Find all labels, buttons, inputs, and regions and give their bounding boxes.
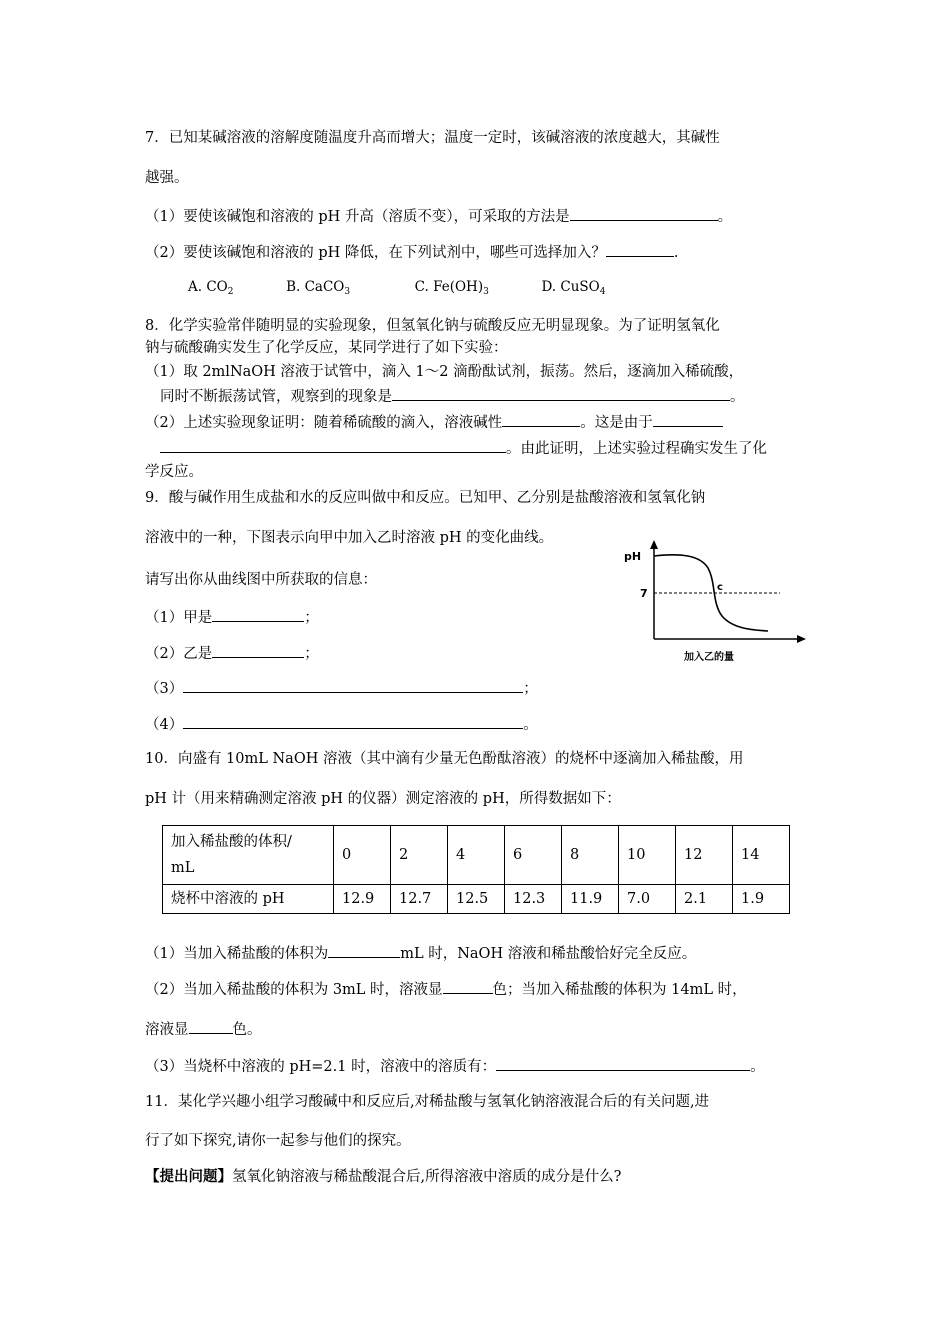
q10-part2-text2: 溶液显 bbox=[145, 1022, 189, 1038]
table-row bbox=[163, 885, 790, 914]
q11-question-tag: 【提出问题】 bbox=[145, 1168, 232, 1185]
table-row bbox=[163, 826, 790, 885]
table-cell: 12.9 bbox=[334, 885, 391, 914]
q10-part1-end: mL 时，NaOH 溶液和稀盐酸恰好完全反应。 bbox=[400, 946, 697, 962]
q9-part3-label: （3） bbox=[145, 681, 184, 697]
q9-stem-line3: 请写出你从曲线图中所获取的信息： bbox=[145, 572, 377, 588]
q8-part2-text: （2）上述实验现象证明：随着稀硫酸的滴入，溶液碱性 bbox=[145, 415, 503, 431]
table-cell: 12.5 bbox=[448, 885, 505, 914]
q9-part4-blank[interactable] bbox=[183, 713, 523, 729]
q9-ph-curve-graph bbox=[620, 538, 810, 668]
table-cell: 4 bbox=[448, 826, 505, 885]
q8-part2-line2 bbox=[160, 437, 767, 459]
q8-part2-blank1[interactable] bbox=[502, 411, 580, 427]
q7-options bbox=[188, 277, 605, 302]
table-cell: 12 bbox=[676, 826, 733, 885]
q10-stem-line2: pH 计（用来精确测定溶液 pH 的仪器）测定溶液的 pH，所得数据如下： bbox=[145, 791, 621, 807]
q10-stem-line1: 10．向盛有 10mL NaOH 溶液（其中滴有少量无色酚酞溶液）的烧杯中逐滴加入稀盐酸，用 bbox=[145, 751, 744, 767]
q9-part2: （2）乙是 ； bbox=[145, 642, 319, 664]
q9-part1: （1）甲是 ； bbox=[145, 606, 319, 628]
table-cell: 10 bbox=[619, 826, 676, 885]
q7-part1-blank[interactable] bbox=[570, 205, 718, 221]
q10-part3 bbox=[145, 1055, 765, 1077]
q10-part2-end: 色。 bbox=[232, 1022, 262, 1038]
q7-part2 bbox=[145, 241, 678, 263]
q8-part2-line1 bbox=[145, 411, 723, 433]
q7-option-b: B. CaCO$_3$ bbox=[286, 279, 351, 297]
q10-part2-blank1[interactable] bbox=[443, 978, 493, 994]
table-cell: 0 bbox=[334, 826, 391, 885]
q9-part3: （3） ； bbox=[145, 677, 538, 699]
q11-question-text: 氢氧化钠溶液与稀盐酸混合后,所得溶液中溶质的成分是什么? bbox=[232, 1169, 622, 1185]
ph7-label: 7 bbox=[640, 587, 648, 600]
q8-stem-line2: 钠与硫酸确实发生了化学反应，某同学进行了如下实验： bbox=[145, 340, 508, 356]
y-axis-label: pH bbox=[624, 550, 642, 563]
q8-part1-line1: （1）取 2mlNaOH 溶液于试管中，滴入 1～2 滴酚酞试剂，振荡。然后，逐滴加入稀硫酸， bbox=[145, 364, 744, 380]
q8-part2-blank2[interactable] bbox=[653, 411, 723, 427]
q9-part3-blank[interactable] bbox=[183, 677, 523, 693]
table-cell: 11.9 bbox=[562, 885, 619, 914]
q9-part4-label: （4） bbox=[145, 717, 184, 733]
q11-stem-line2: 行了如下探究,请你一起参与他们的探究。 bbox=[145, 1133, 411, 1149]
q7-part2-blank[interactable] bbox=[606, 241, 674, 257]
q10-part1-blank[interactable] bbox=[328, 942, 400, 958]
q7-option-c: C. $Fe(OH)_3$ bbox=[414, 279, 489, 297]
q10-part1 bbox=[145, 942, 696, 964]
q7-part1-end: 。 bbox=[717, 209, 733, 225]
q9-part1-blank[interactable] bbox=[212, 606, 304, 622]
table-cell: 12.7 bbox=[391, 885, 448, 914]
q9-part4: （4） 。 bbox=[145, 713, 538, 735]
q8-stem-line1: 8．化学实验常伴随明显的实验现象，但氢氧化钠与硫酸反应无明显现象。为了证明氢氧化 bbox=[145, 318, 720, 334]
q8-part2-mid: 。这是由于 bbox=[580, 415, 653, 431]
x-axis-label: 加入乙的量 bbox=[684, 652, 734, 663]
q10-part1-text: （1）当加入稀盐酸的体积为 bbox=[145, 946, 329, 962]
table-cell: 6 bbox=[505, 826, 562, 885]
q10-part3-blank[interactable] bbox=[496, 1055, 750, 1071]
q7-stem-line1: 7．已知某碱溶液的溶解度随温度升高而增大；温度一定时，该碱溶液的浓度越大，其碱性 bbox=[145, 130, 720, 146]
q10-part2-blank2[interactable] bbox=[189, 1018, 233, 1034]
q8-part2-blank3[interactable] bbox=[160, 437, 506, 453]
point-c-label: c bbox=[717, 582, 723, 593]
table-cell: 2.1 bbox=[676, 885, 733, 914]
q10-part2-line2 bbox=[145, 1018, 262, 1040]
q7-part2-text: （2）要使该碱饱和溶液的 pH 降低，在下列试剂中，哪些可选择加入？ bbox=[145, 245, 606, 261]
table-cell: 8 bbox=[562, 826, 619, 885]
q7-stem-line2: 越强。 bbox=[145, 170, 189, 186]
table-header-ph: 烧杯中溶液的 pH bbox=[163, 885, 334, 914]
q9-stem-line1: 9．酸与碱作用生成盐和水的反应叫做中和反应。已知甲、乙分别是盐酸溶液和氢氧化钠 bbox=[145, 490, 706, 506]
q8-part1-text: 同时不断振荡试管，观察到的现象是 bbox=[160, 389, 392, 405]
q10-part3-end: 。 bbox=[750, 1059, 765, 1075]
q7-part2-end: . bbox=[673, 245, 679, 261]
table-cell: 7.0 bbox=[619, 885, 676, 914]
q8-part2-line3: 学反应。 bbox=[145, 464, 203, 480]
q10-part2-line1 bbox=[145, 978, 747, 1000]
q8-part2-end: 。由此证明，上述实验过程确实发生了化 bbox=[506, 441, 767, 457]
q11-stem-line1: 11．某化学兴趣小组学习酸碱中和反应后,对稀盐酸与氢氧化钠溶液混合后的有关问题,进 bbox=[145, 1094, 710, 1110]
q7-option-d: D. CuSO$_4$ bbox=[541, 279, 606, 297]
table-cell: 14 bbox=[733, 826, 790, 885]
table-cell: 1.9 bbox=[733, 885, 790, 914]
q8-part1-line2 bbox=[160, 385, 745, 407]
q10-part2-mid: 色；当加入稀盐酸的体积为 14mL 时， bbox=[492, 982, 747, 998]
table-header-volume: 加入稀盐酸的体积/ mL bbox=[163, 826, 334, 885]
q7-option-a: A. $CO_2$ bbox=[188, 279, 234, 297]
q7-part1-text: （1）要使该碱饱和溶液的 pH 升高（溶质不变），可采取的方法是 bbox=[145, 209, 570, 225]
q10-data-table bbox=[162, 825, 790, 914]
x-axis-arrow bbox=[797, 635, 806, 643]
y-axis-arrow bbox=[650, 540, 658, 549]
q11-question bbox=[145, 1167, 621, 1187]
q9-part2-blank[interactable] bbox=[212, 642, 304, 658]
q9-part2-label: （2）乙是 bbox=[145, 646, 213, 662]
q8-part1-blank[interactable] bbox=[392, 385, 730, 401]
q10-part3-text: （3）当烧杯中溶液的 pH=2.1 时，溶液中的溶质有： bbox=[145, 1059, 497, 1075]
q9-part1-label: （1）甲是 bbox=[145, 610, 213, 626]
q7-part1 bbox=[145, 205, 732, 227]
table-cell: 12.3 bbox=[505, 885, 562, 914]
table-cell: 2 bbox=[391, 826, 448, 885]
q9-stem-line2: 溶液中的一种，下图表示向甲中加入乙时溶液 pH 的变化曲线。 bbox=[145, 530, 554, 546]
q8-part1-end: 。 bbox=[730, 389, 745, 405]
q10-part2-text: （2）当加入稀盐酸的体积为 3mL 时，溶液显 bbox=[145, 982, 443, 998]
